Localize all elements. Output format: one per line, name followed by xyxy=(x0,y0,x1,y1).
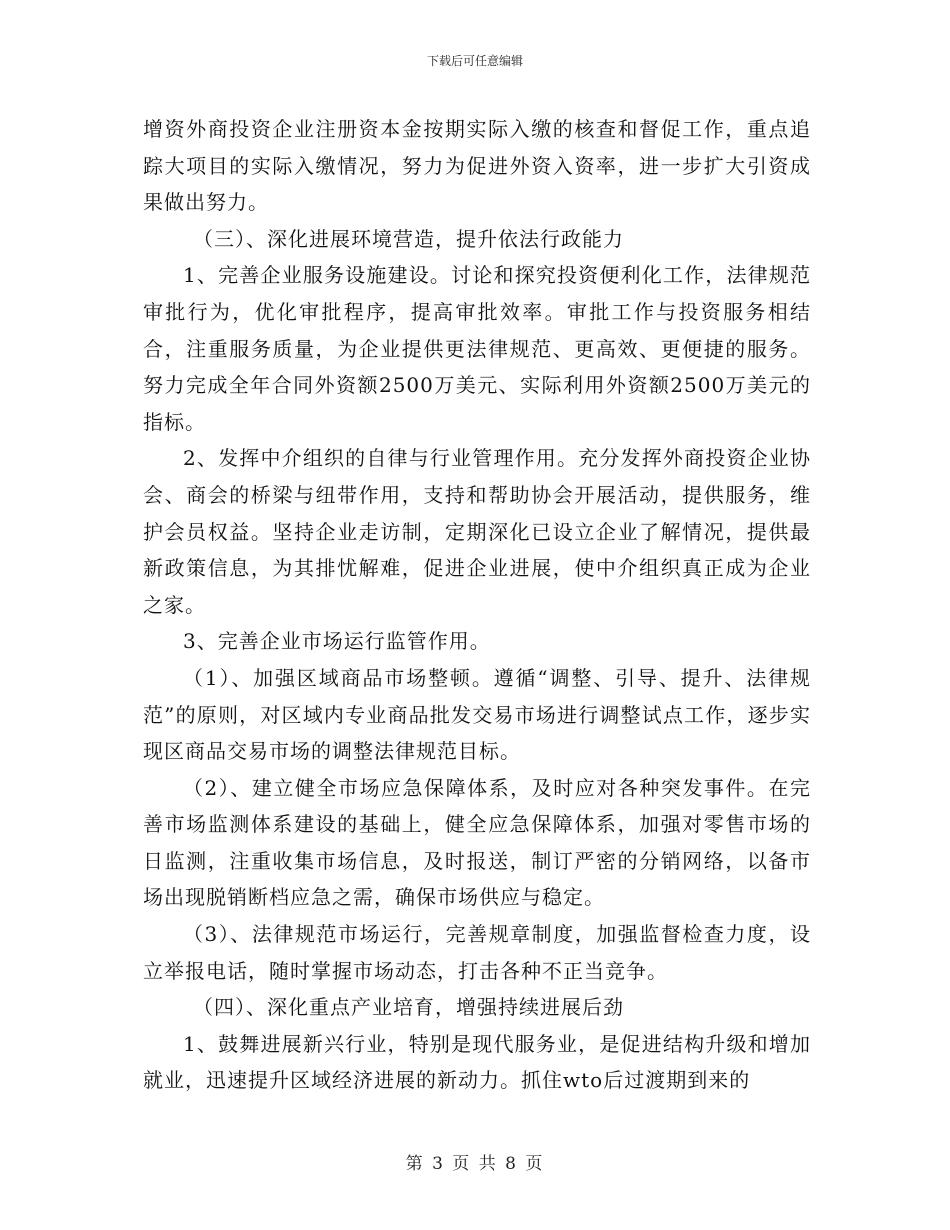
paragraph-subitem-2: （2）、建立健全市场应急保障体系，及时应对各种突发事件。在完善市场监测体系建设的基础上，健全应急保障体系，加强对零售市场的日监测，注重收集市场信息，及时报送，制订严密的分销网络，以备市场出现脱销断档应急之需，确保市场供应与稳定。 xyxy=(143,775,811,910)
section-heading-4: （四）、深化重点产业培育，增强持续进展后劲 xyxy=(193,995,624,1020)
page-number-footer: 第 3 页 共 8 页 xyxy=(405,1154,545,1174)
paragraph-subitem-3: （3）、法律规范市场运行，完善规章制度，加强监督检查力度，设立举报电话，随时掌握市场动态，打击各种不正当竞争。 xyxy=(143,922,811,983)
document-body xyxy=(143,111,811,1099)
paragraph-item-1: 1、完善企业服务设施建设。讨论和探究投资便利化工作，法律规范审批行为，优化审批程序，提高审批效率。审批工作与投资服务相结合，注重服务质量，为企业提供更法律规范、更高效、更便捷的服务。努力完成全年合同外资额2500万美元、实际利用外资额2500万美元的指标。 xyxy=(143,263,811,434)
paragraph-continuation: 增资外商投资企业注册资本金按期实际入缴的核查和督促工作，重点追踪大项目的实际入缴情况，努力为促进外资入资率，进一步扩大引资成果做出努力。 xyxy=(143,117,811,215)
paragraph-section4-item-1: 1、鼓舞进展新兴行业，特别是现代服务业，是促进结构升级和增加就业，迅速提升区域经济进展的新动力。抓住wto后过渡期到来的 xyxy=(143,1031,811,1093)
paragraph-item-2: 2、发挥中介组织的自律与行业管理作用。充分发挥外商投资企业协会、商会的桥梁与纽带作用，支持和帮助协会开展活动，提供服务，维护会员权益。坚持企业走访制，定期深化已设立企业了解情况，提供最新政策信息，为其排忧解难，促进企业进展，使中介组织真正成为企业之家。 xyxy=(143,446,811,617)
section-heading-3: （三）、深化进展环境营造，提升依法行政能力 xyxy=(193,226,624,251)
paragraph-subitem-1: （1）、加强区域商品市场整顿。遵循“调整、引导、提升、法律规范”的原则，对区域内专业商品批发交易市场进行调整试点工作，逐步实现区商品交易市场的调整法律规范目标。 xyxy=(143,665,811,764)
page-header-note: 下载后可任意编辑 xyxy=(426,54,523,68)
paragraph-item-3: 3、完善企业市场运行监管作用。 xyxy=(183,629,491,654)
